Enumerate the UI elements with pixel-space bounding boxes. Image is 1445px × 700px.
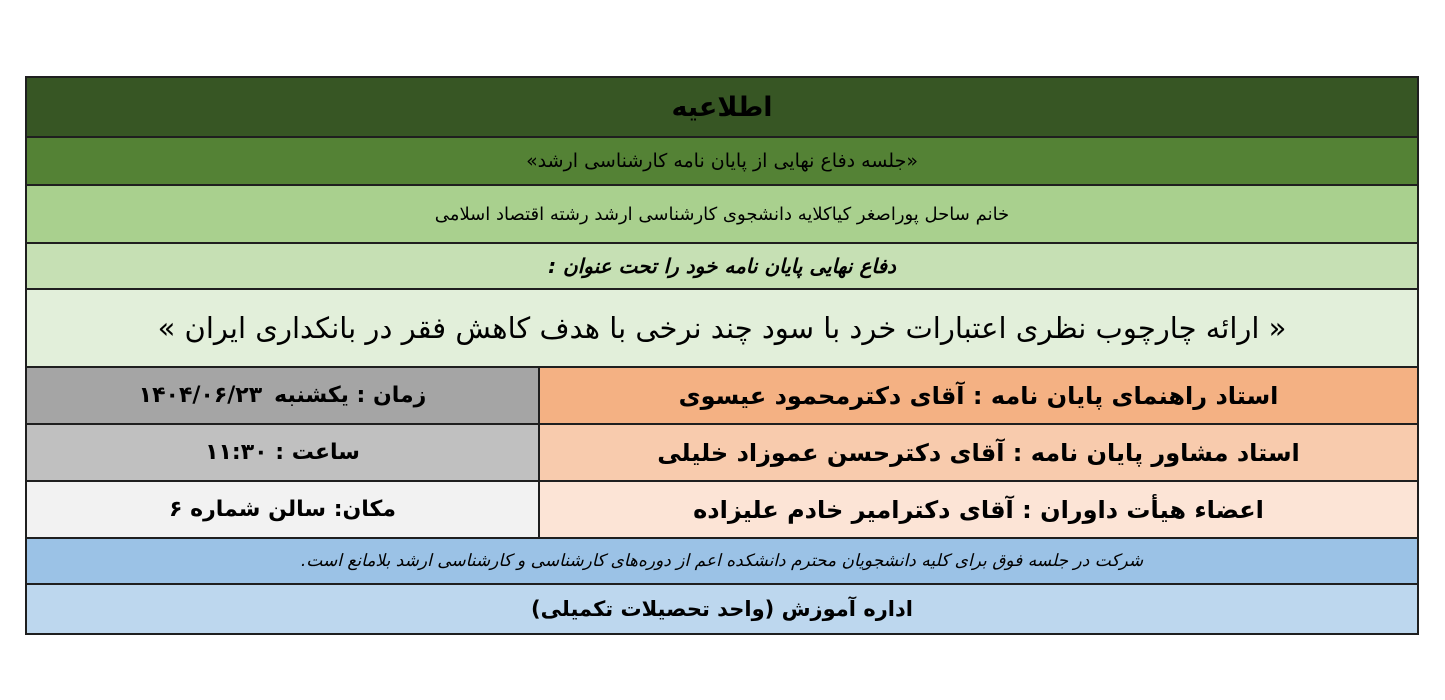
- notice-subtitle-row: [27, 138, 1417, 186]
- attendance-note: شرکت در جلسه فوق برای کلیه دانشجویان محترم دانشکده اعم از دوره‌های کارشناسی و کارشناسی ارشد بلامانع است.: [300, 551, 1144, 571]
- advisor-date-row: [27, 368, 1417, 425]
- student-row: [27, 186, 1417, 244]
- time-cell: [27, 425, 540, 480]
- date-label: زمان : یکشنبه: [274, 383, 427, 408]
- notice-subtitle: «جلسه دفاع نهایی از پایان نامه کارشناسی ارشد»: [526, 150, 918, 172]
- office-row: [27, 585, 1417, 633]
- jury-place-row: [27, 482, 1417, 539]
- consultant-cell: [540, 425, 1417, 480]
- thesis-title: « ارائه چارچوب نظری اعتبارات خرد با سود چند نرخی با هدف کاهش فقر در بانکداری ایران »: [157, 311, 1287, 345]
- defense-notice-table: [25, 76, 1419, 635]
- jury-text: اعضاء هیأت داوران : آقای دکترامیر خادم علیزاده: [693, 495, 1264, 524]
- consultant-text: استاد مشاور پایان نامه : آقای دکترحسن عموزاد خلیلی: [657, 438, 1300, 467]
- defense-heading: دفاع نهایی پایان نامه خود را تحت عنوان :: [548, 254, 896, 278]
- consultant-time-row: [27, 425, 1417, 482]
- notice-title: اطلاعیه: [671, 91, 773, 123]
- student-info: خانم ساحل پوراصغر کیاکلایه دانشجوی کارشناسی ارشد رشته اقتصاد اسلامی: [434, 203, 1010, 225]
- notice-title-row: [27, 78, 1417, 138]
- place-cell: [27, 482, 540, 537]
- time-text: ساعت : ۱۱:۳۰: [205, 440, 360, 465]
- attendance-note-row: [27, 539, 1417, 585]
- defense-heading-row: [27, 244, 1417, 290]
- date-value: ۱۴۰۴/۰۶/۲۳: [138, 383, 263, 408]
- advisor-text: استاد راهنمای پایان نامه : آقای دکترمحمود عیسوی: [678, 381, 1279, 410]
- jury-cell: [540, 482, 1417, 537]
- advisor-cell: [540, 368, 1417, 423]
- office-name: اداره آموزش (واحد تحصیلات تکمیلی): [531, 597, 913, 621]
- thesis-title-row: [27, 290, 1417, 368]
- place-text: مکان: سالن شماره ۶: [169, 497, 396, 522]
- date-cell: [27, 368, 540, 423]
